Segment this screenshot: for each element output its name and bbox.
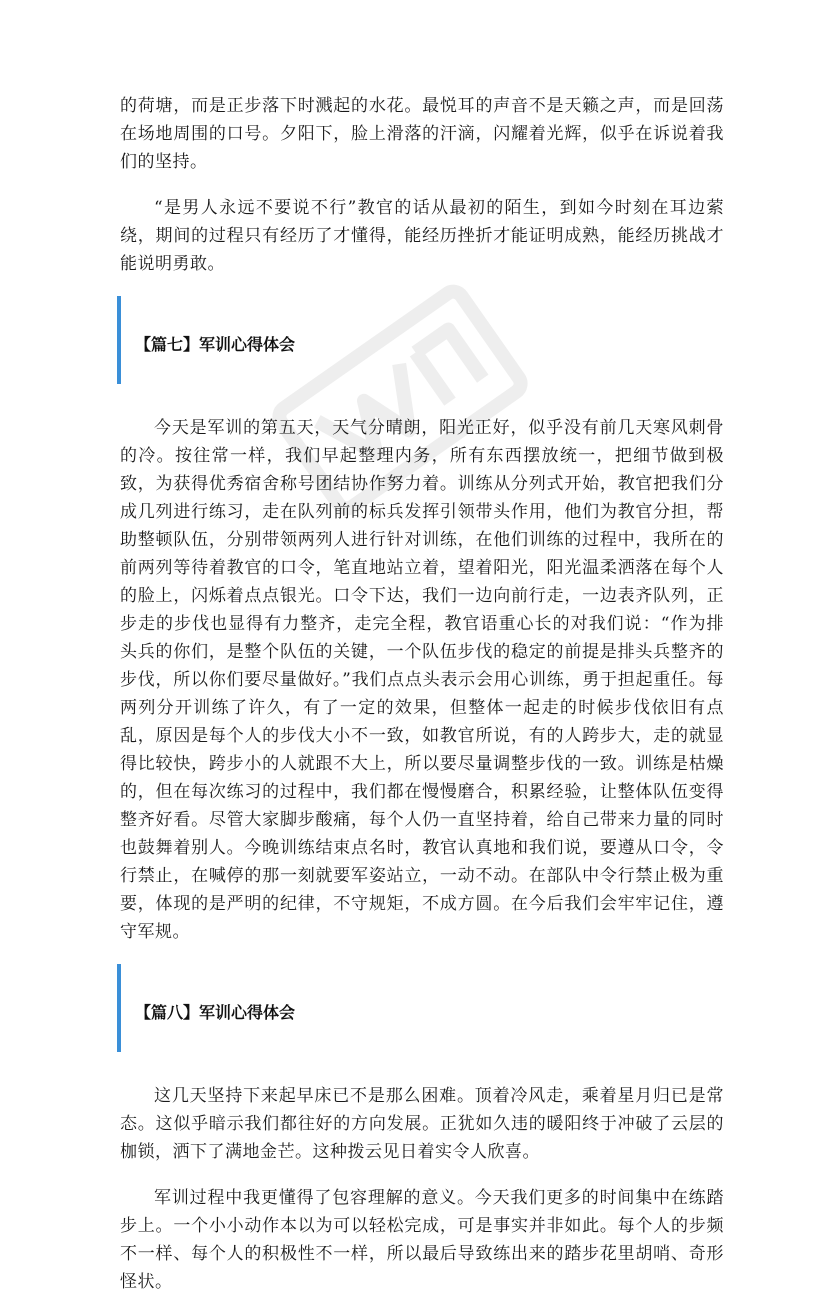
paragraph-top-1: 的荷塘，而是正步落下时溅起的水花。最悦耳的声音不是天籁之声，而是回荡在场地周围的口号。夕阳下，脸上滑落的汗滴，闪耀着光辉，似乎在诉说着我们的坚持。	[120, 96, 724, 172]
paragraph-top-2: “是男人永远不要说不行”教官的话从最初的陌生，到如今时刻在耳边萦绕，期间的过程只有经历了才懂得，能经历挫折才能证明成熟，能经历挑战才能说明勇敢。	[120, 198, 724, 274]
section8-paragraph-1: 这几天坚持下来起早床已不是那么困难。顶着冷风走，乘着星月归已是常态。这似乎暗示我们都往好的方向发展。正犹如久违的暖阳终于冲破了云层的枷锁，洒下了满地金芒。这种拨云见日着实令人欣喜。	[120, 1086, 724, 1162]
section8-paragraph-2: 军训过程中我更懂得了包容理解的意义。今天我们更多的时间集中在练踏步上。一个小小动作本以为可以轻松完成，可是事实并非如此。每个人的步频不一样、每个人的积极性不一样，所以最后导致练出来的踏步花里胡哨、奇形怪状。	[120, 1188, 724, 1292]
document-page	[120, 92, 724, 1314]
section-heading-8	[117, 964, 724, 1052]
section-heading-7	[117, 296, 724, 384]
section7-paragraph-1: 今天是军训的第五天，天气分晴朗，阳光正好，似乎没有前几天寒风刺骨的冷。按往常一样，我们早起整理内务，所有东西摆放统一，把细节做到极致，为获得优秀宿舍称号团结协作努力着。训练从分列式开始，教官把我们分成几列进行练习，走在队列前的标兵发挥引领带头作用，他们为教官分担，帮助整顿队伍，分别带领两列人进行针对训练，在他们训练的过程中，我所在的前两列等待着教官的口令，笔直地站立着，望着阳光，阳光温柔洒落在每个人的脸上，闪烁着点点银光。口令下达，我们一边向前行走，一边表齐队列，正步走的步伐也显得有力整齐，走完全程，教官语重心长的对我们说：“作为排头兵的你们，是整个队伍的关键，一个队伍步伐的稳定的前提是排头兵整齐的步伐，所以你们要尽量做好。”我们点点头表示会用心训练，勇于担起重任。每两列分开训练了许久，有了一定的效果，但整体一起走的时候步伐依旧有点乱，原因是每个人的步伐大小不一致，如教官所说，有的人跨步大，走的就显得比较快，跨步小的人就跟不大上，所以要尽量调整步伐的一致。训练是枯燥的，但在每次练习的过程中，我们都在慢慢磨合，积累经验，让整体队伍变得整齐好看。尽管大家脚步酸痛，每个人仍一直坚持着，给自己带来力量的同时也鼓舞着别人。今晚训练结束点名时，教官认真地和我们说，要遵从口令，令行禁止，在喊停的那一刻就要军姿站立，一动不动。在部队中令行禁止极为重要，体现的是严明的纪律，不守规矩，不成方圆。在今后我们会牢牢记住，遵守军规。	[120, 418, 724, 942]
section-title-7: 【篇七】军训心得体会	[135, 335, 296, 354]
section-title-8: 【篇八】军训心得体会	[135, 1003, 296, 1022]
